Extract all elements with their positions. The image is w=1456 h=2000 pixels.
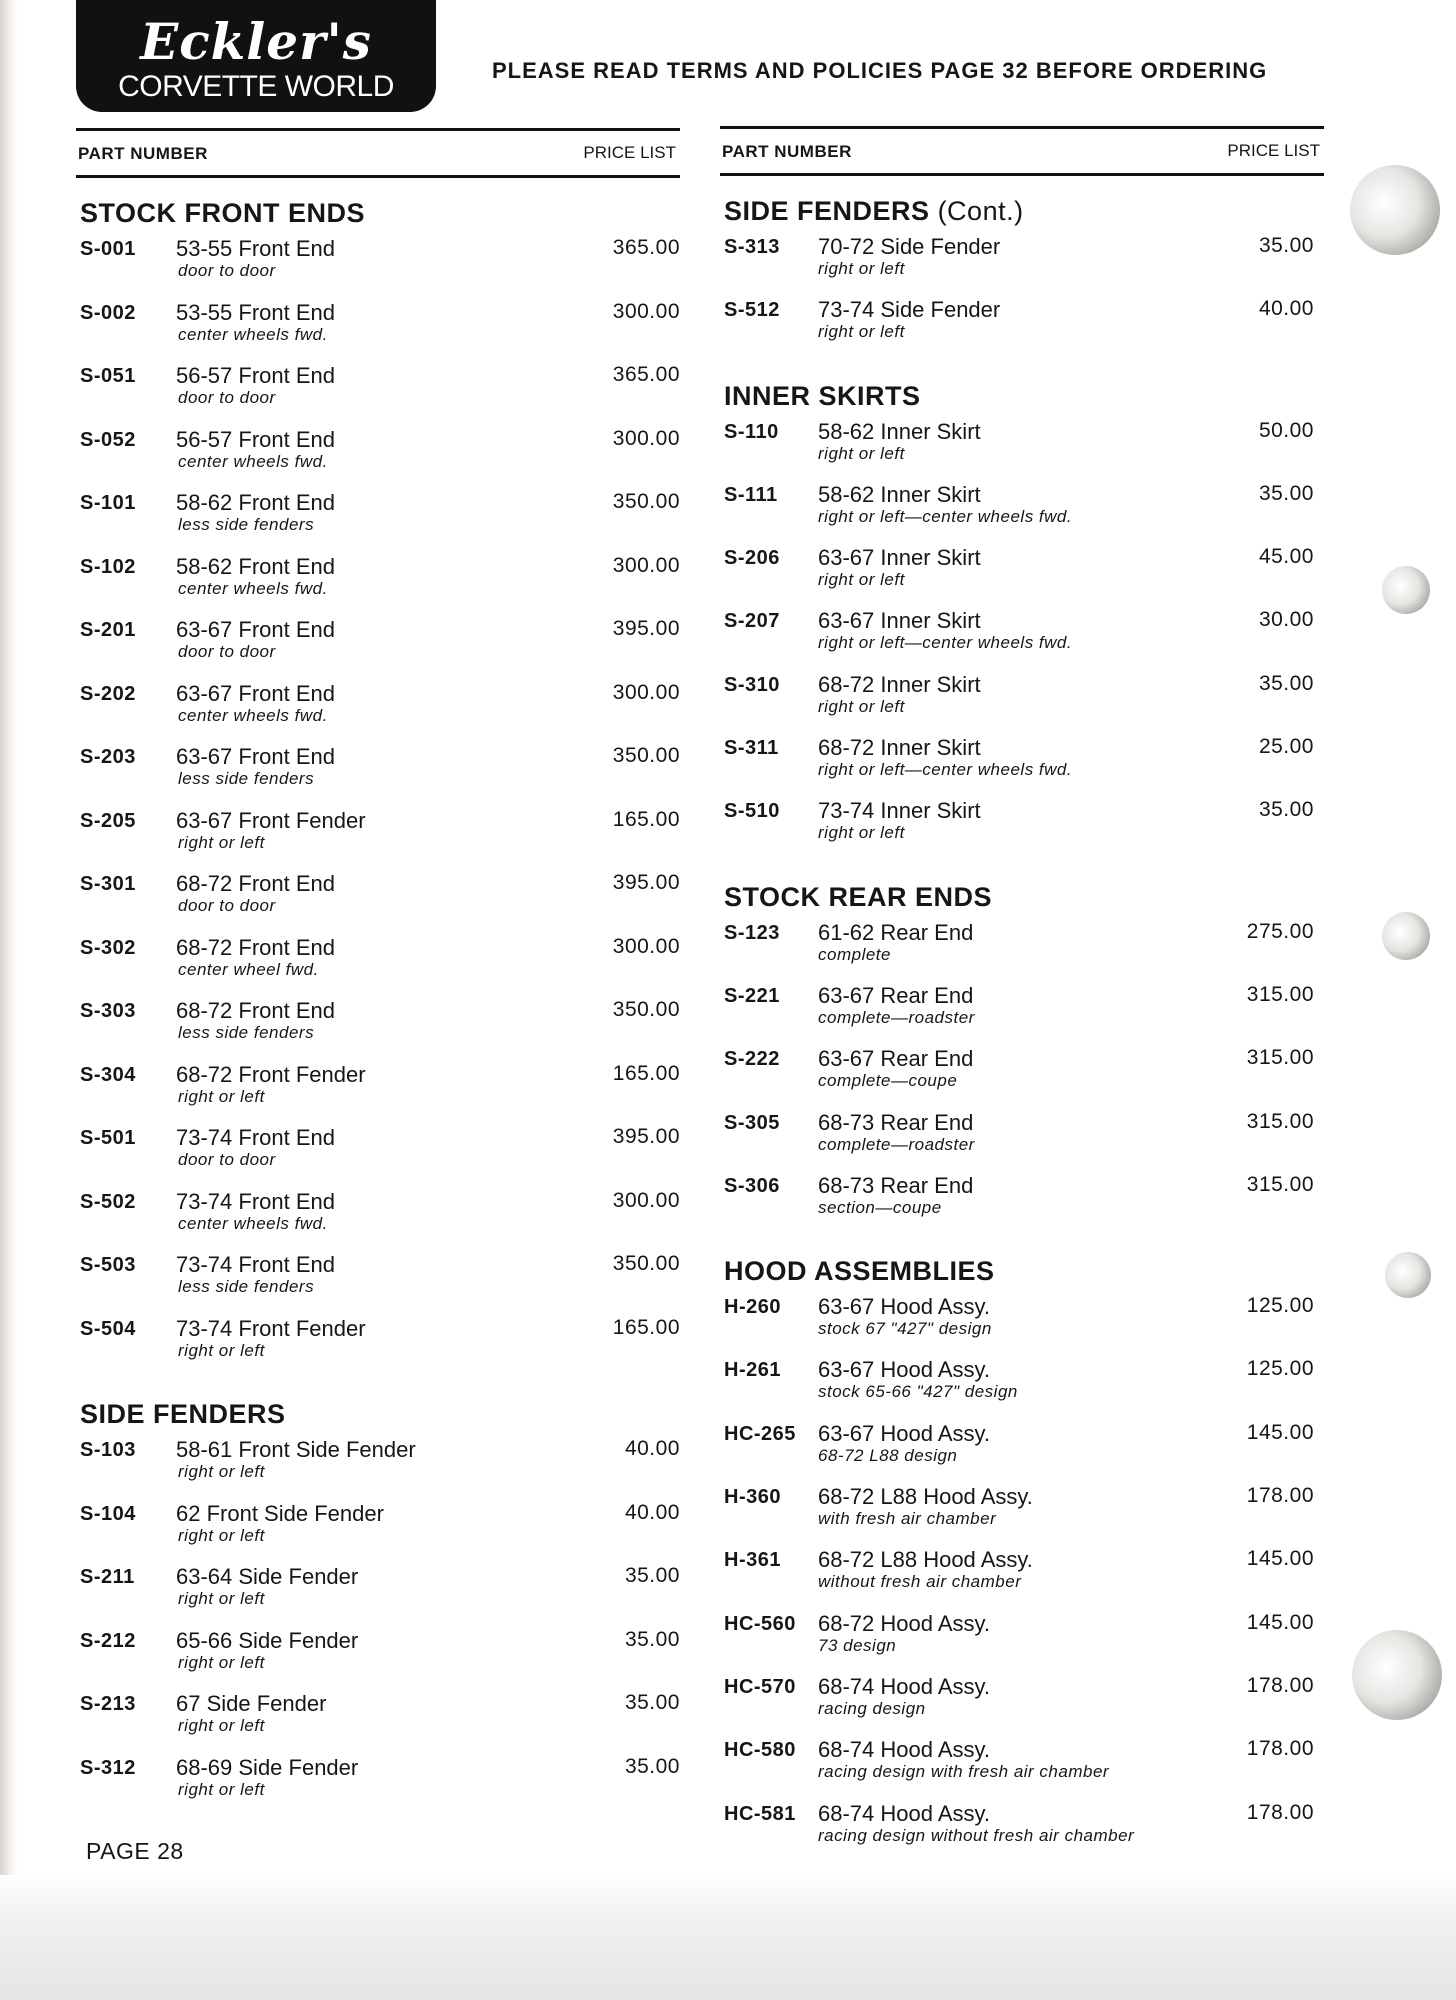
- section-title: [724, 196, 1324, 228]
- part-number: S-205: [80, 809, 136, 832]
- part-number: S-206: [724, 547, 780, 570]
- section-title: [80, 198, 680, 230]
- part-price: 300.00: [612, 299, 680, 323]
- part-name: 63-64 Side Fender: [176, 1564, 359, 1589]
- part-detail: complete—roadster: [818, 1134, 975, 1154]
- catalog-section: [720, 882, 1324, 1236]
- part-number: H-261: [724, 1359, 781, 1382]
- part-number-header: PART NUMBER: [78, 144, 208, 163]
- part-number: S-202: [80, 682, 136, 705]
- part-detail: center wheels fwd.: [178, 324, 328, 344]
- part-price: 300.00: [612, 426, 680, 450]
- part-price: 300.00: [612, 1188, 680, 1212]
- catalog-item: [720, 1484, 1324, 1547]
- part-name: 73-74 Side Fender: [818, 297, 1001, 323]
- part-detail: complete—roadster: [818, 1007, 975, 1027]
- part-price: 178.00: [1246, 1800, 1314, 1824]
- part-number: S-001: [80, 238, 136, 260]
- left-sections: [76, 198, 680, 1818]
- part-price: 350.00: [612, 490, 680, 513]
- part-number: S-051: [80, 365, 136, 387]
- catalog-item: [720, 672, 1324, 735]
- part-number: S-201: [80, 619, 136, 641]
- part-number: S-203: [80, 746, 136, 768]
- section-title-text: INNER SKIRTS: [724, 380, 921, 411]
- page-edge-shadow: [0, 0, 18, 2000]
- catalog-section: [720, 196, 1324, 361]
- part-price: 300.00: [612, 934, 680, 958]
- catalog-item: [720, 1547, 1324, 1610]
- part-detail: right or left: [178, 1340, 265, 1360]
- catalog-item: [76, 1564, 680, 1628]
- part-name: 58-62 Front End: [176, 490, 335, 515]
- part-price: 35.00: [1258, 798, 1314, 822]
- part-price: 165.00: [612, 807, 680, 831]
- catalog-item: [76, 1501, 680, 1565]
- section-title: [724, 882, 1324, 914]
- catalog-item: [720, 297, 1324, 360]
- part-name: 63-67 Hood Assy.: [818, 1294, 991, 1320]
- part-number: HC-570: [724, 1675, 796, 1698]
- logo-subtitle: CORVETTE WORLD: [118, 70, 394, 103]
- part-name: 70-72 Side Fender: [818, 234, 1001, 259]
- part-detail: right or left: [818, 259, 905, 278]
- catalog-item: [76, 1628, 680, 1692]
- part-price: 395.00: [612, 1125, 680, 1148]
- catalog-item: [720, 1737, 1324, 1800]
- part-number: S-311: [724, 737, 779, 760]
- ordering-notice: PLEASE READ TERMS AND POLICIES PAGE 32 BEFORE ORDERING: [492, 58, 1268, 83]
- binder-hole: [1385, 1252, 1431, 1298]
- part-detail: right or left: [178, 1086, 265, 1106]
- part-number: S-503: [80, 1254, 136, 1276]
- part-price: 165.00: [612, 1061, 680, 1085]
- price-list-header: PRICE LIST: [1227, 141, 1320, 160]
- part-detail: right or left: [818, 570, 905, 590]
- part-detail: right or left: [178, 1652, 265, 1672]
- right-column: [720, 126, 1324, 1864]
- part-price: 350.00: [612, 744, 680, 767]
- part-name: 62 Front Side Fender: [176, 1500, 384, 1526]
- catalog-item: [76, 490, 680, 554]
- catalog-item: [720, 1046, 1324, 1109]
- part-name: 65-66 Side Fender: [176, 1627, 359, 1653]
- part-number: S-502: [80, 1190, 136, 1213]
- catalog-item: [76, 363, 680, 427]
- catalog-item: [720, 608, 1324, 671]
- catalog-item: [720, 1357, 1324, 1420]
- part-detail: door to door: [178, 261, 276, 280]
- part-name: 58-62 Inner Skirt: [818, 418, 981, 444]
- catalog-item: [76, 236, 680, 300]
- part-detail: 73 design: [818, 1635, 897, 1655]
- part-detail: right or left—center wheels fwd.: [818, 633, 1073, 653]
- part-detail: right or left: [818, 322, 905, 342]
- part-number: S-504: [80, 1317, 136, 1340]
- part-price: 40.00: [624, 1500, 680, 1524]
- part-price: 35.00: [1258, 234, 1314, 257]
- logo-script-text: Eckler's: [140, 12, 372, 71]
- part-price: 315.00: [1246, 1109, 1314, 1133]
- part-price: 35.00: [624, 1691, 680, 1714]
- part-number: S-110: [724, 420, 779, 443]
- part-number: S-111: [724, 483, 778, 506]
- part-price: 300.00: [612, 680, 680, 704]
- catalog-item: [720, 1611, 1324, 1674]
- part-price: 145.00: [1246, 1610, 1314, 1634]
- part-price: 45.00: [1258, 545, 1314, 569]
- part-price: 315.00: [1246, 1172, 1314, 1196]
- part-price: 50.00: [1258, 418, 1314, 442]
- part-detail: center wheels fwd.: [178, 578, 328, 598]
- part-detail: racing design with fresh air chamber: [818, 1762, 1110, 1782]
- part-detail: door to door: [178, 388, 276, 407]
- section-title-text: SIDE FENDERS: [80, 1399, 286, 1429]
- catalog-item: [76, 744, 680, 808]
- page-bottom-margin: [0, 1875, 1456, 2000]
- part-number: S-103: [80, 1439, 136, 1461]
- part-detail: complete—coupe: [818, 1071, 958, 1091]
- part-name: 53-55 Front End: [176, 236, 335, 261]
- catalog-item: [720, 1801, 1324, 1864]
- part-detail: door to door: [178, 642, 276, 661]
- part-price: 275.00: [1246, 919, 1314, 943]
- page-number: PAGE 28: [86, 1838, 184, 1864]
- catalog-item: [720, 234, 1324, 297]
- part-number: S-123: [724, 921, 780, 944]
- catalog-item: [76, 1252, 680, 1316]
- catalog-item: [76, 1062, 680, 1126]
- part-price: 315.00: [1246, 982, 1314, 1006]
- section-title-text: HOOD ASSEMBLIES: [724, 1256, 995, 1287]
- part-name: 58-62 Inner Skirt: [818, 481, 981, 507]
- part-name: 63-67 Rear End: [818, 1046, 974, 1072]
- part-name: 63-67 Front End: [176, 617, 335, 642]
- part-number: S-306: [724, 1174, 780, 1197]
- part-price: 395.00: [612, 871, 680, 894]
- catalog-item: [720, 1674, 1324, 1737]
- part-detail: right or left: [178, 1525, 265, 1545]
- part-price: 365.00: [612, 236, 680, 259]
- part-name: 63-67 Front Fender: [176, 807, 366, 833]
- part-number: S-312: [80, 1756, 136, 1779]
- catalog-item: [720, 920, 1324, 983]
- catalog-item: [76, 554, 680, 618]
- catalog-item: [76, 1755, 680, 1819]
- catalog-item: [76, 681, 680, 745]
- part-name: 67 Side Fender: [176, 1691, 327, 1716]
- part-name: 68-74 Hood Assy.: [818, 1673, 991, 1699]
- part-number: H-361: [724, 1549, 781, 1572]
- part-name: 68-72 Front End: [176, 871, 335, 896]
- part-price: 125.00: [1246, 1294, 1314, 1318]
- part-detail: 68-72 L88 design: [818, 1445, 958, 1465]
- part-price: 145.00: [1246, 1547, 1314, 1571]
- part-name: 73-74 Inner Skirt: [818, 798, 981, 824]
- catalog-section: [76, 1399, 680, 1818]
- part-detail: center wheel fwd.: [178, 959, 319, 979]
- part-price: 350.00: [612, 1252, 680, 1275]
- part-detail: door to door: [178, 1150, 276, 1169]
- catalog-item: [720, 798, 1324, 861]
- catalog-section: [720, 381, 1324, 862]
- part-number: S-222: [724, 1048, 780, 1071]
- part-number: S-305: [724, 1111, 780, 1134]
- part-name: 68-72 Front End: [176, 998, 335, 1023]
- part-price: 35.00: [1258, 671, 1314, 695]
- part-number: HC-581: [724, 1802, 796, 1825]
- part-price: 365.00: [612, 363, 680, 386]
- part-name: 68-69 Side Fender: [176, 1754, 359, 1780]
- part-detail: less side fenders: [178, 515, 315, 534]
- part-price: 40.00: [624, 1437, 680, 1460]
- section-title-text: SIDE FENDERS: [724, 196, 930, 226]
- part-number: HC-580: [724, 1739, 796, 1762]
- part-price: 35.00: [624, 1564, 680, 1587]
- part-detail: right or left: [178, 1462, 265, 1481]
- part-detail: center wheels fwd.: [178, 1213, 328, 1233]
- right-sections: [720, 196, 1324, 1864]
- part-name: 73-74 Front End: [176, 1252, 335, 1277]
- part-name: 68-72 Front Fender: [176, 1061, 366, 1087]
- part-number: H-260: [724, 1296, 781, 1319]
- part-detail: less side fenders: [178, 1023, 315, 1042]
- part-name: 68-73 Rear End: [818, 1109, 974, 1135]
- binder-hole: [1382, 912, 1430, 960]
- column-header: [76, 128, 680, 178]
- part-number: S-303: [80, 1000, 136, 1022]
- part-number: S-512: [724, 299, 780, 322]
- part-name: 63-67 Rear End: [818, 982, 974, 1008]
- part-number: S-104: [80, 1502, 136, 1525]
- part-number: S-501: [80, 1127, 136, 1149]
- part-detail: right or left—center wheels fwd.: [818, 506, 1073, 526]
- part-price: 125.00: [1246, 1357, 1314, 1381]
- part-detail: section—coupe: [818, 1197, 942, 1217]
- part-number: S-052: [80, 428, 136, 451]
- part-detail: right or left: [178, 832, 265, 852]
- part-price: 30.00: [1258, 608, 1314, 632]
- part-price: 178.00: [1246, 1737, 1314, 1761]
- part-number: S-212: [80, 1629, 136, 1652]
- part-price: 300.00: [612, 553, 680, 577]
- catalog-item: [720, 545, 1324, 608]
- catalog-item: [76, 998, 680, 1062]
- part-number: S-207: [724, 610, 780, 633]
- part-price: 35.00: [624, 1754, 680, 1778]
- section-title: [724, 1256, 1324, 1288]
- part-detail: right or left: [178, 1589, 265, 1608]
- part-price: 35.00: [624, 1627, 680, 1651]
- catalog-item: [76, 871, 680, 935]
- catalog-item: [76, 1437, 680, 1501]
- part-name: 68-72 Hood Assy.: [818, 1610, 991, 1636]
- section-title: [80, 1399, 680, 1431]
- part-detail: right or left—center wheels fwd.: [818, 760, 1073, 780]
- catalog-item: [76, 1691, 680, 1755]
- part-name: 56-57 Front End: [176, 363, 335, 388]
- part-name: 68-72 Inner Skirt: [818, 671, 981, 697]
- part-name: 68-72 Front End: [176, 934, 335, 960]
- part-price: 178.00: [1246, 1673, 1314, 1697]
- part-price: 165.00: [612, 1315, 680, 1339]
- section-title-text: STOCK FRONT ENDS: [80, 198, 366, 228]
- section-title: [724, 381, 1324, 413]
- catalog-item: [720, 735, 1324, 798]
- part-detail: racing design without fresh air chamber: [818, 1825, 1135, 1845]
- part-name: 63-67 Front End: [176, 744, 335, 769]
- part-name: 63-67 Inner Skirt: [818, 608, 981, 634]
- part-detail: stock 65-66 "427" design: [818, 1382, 1018, 1402]
- part-detail: right or left: [818, 443, 905, 463]
- part-number: S-310: [724, 673, 780, 696]
- part-number: S-102: [80, 555, 136, 578]
- catalog-item: [720, 482, 1324, 545]
- part-name: 68-74 Hood Assy.: [818, 1800, 991, 1826]
- part-number: S-304: [80, 1063, 136, 1086]
- part-number: H-360: [724, 1486, 781, 1509]
- part-name: 68-74 Hood Assy.: [818, 1737, 991, 1763]
- part-name: 63-67 Hood Assy.: [818, 1357, 991, 1383]
- part-price: 145.00: [1246, 1420, 1314, 1444]
- left-column: [76, 128, 680, 1818]
- part-name: 58-62 Front End: [176, 553, 335, 579]
- ecklers-logo: [76, 0, 436, 112]
- part-number: S-510: [724, 800, 780, 823]
- catalog-item: [720, 419, 1324, 482]
- part-name: 61-62 Rear End: [818, 919, 974, 945]
- part-number: S-213: [80, 1693, 136, 1715]
- column-header: [720, 126, 1324, 176]
- section-title-suffix: (Cont.): [937, 196, 1024, 226]
- part-name: 68-72 L88 Hood Assy.: [818, 1547, 1033, 1573]
- catalog-item: [720, 1294, 1324, 1357]
- catalog-section: [76, 198, 680, 1379]
- part-name: 73-74 Front End: [176, 1125, 335, 1150]
- part-name: 63-67 Inner Skirt: [818, 545, 981, 571]
- part-number: HC-265: [724, 1422, 796, 1445]
- catalog-item: [76, 935, 680, 999]
- part-detail: right or left: [818, 696, 905, 716]
- part-detail: complete: [818, 944, 891, 964]
- part-detail: stock 67 "427" design: [818, 1319, 992, 1339]
- part-number: S-301: [80, 873, 136, 895]
- catalog-item: [76, 1316, 680, 1380]
- part-detail: right or left: [178, 1779, 265, 1799]
- part-name: 73-74 Front Fender: [176, 1315, 366, 1341]
- part-detail: right or left: [178, 1716, 265, 1735]
- catalog-item: [76, 427, 680, 491]
- part-detail: door to door: [178, 896, 276, 915]
- part-number: S-211: [80, 1566, 135, 1588]
- part-price: 25.00: [1258, 735, 1314, 759]
- part-detail: right or left: [818, 823, 905, 843]
- part-number-header: PART NUMBER: [722, 142, 852, 161]
- part-detail: less side fenders: [178, 769, 315, 788]
- part-number: S-101: [80, 492, 136, 514]
- binder-hole: [1352, 1630, 1442, 1720]
- part-number: S-002: [80, 301, 136, 324]
- catalog-item: [76, 617, 680, 681]
- part-name: 68-73 Rear End: [818, 1172, 974, 1198]
- catalog-item: [76, 1125, 680, 1189]
- part-price: 178.00: [1246, 1484, 1314, 1508]
- part-price: 350.00: [612, 998, 680, 1021]
- part-number: S-221: [724, 984, 780, 1007]
- part-detail: with fresh air chamber: [818, 1509, 997, 1529]
- part-price: 395.00: [612, 617, 680, 640]
- part-name: 68-72 L88 Hood Assy.: [818, 1484, 1033, 1510]
- binder-hole: [1350, 165, 1440, 255]
- part-name: 63-67 Hood Assy.: [818, 1420, 991, 1446]
- part-detail: center wheels fwd.: [178, 451, 328, 471]
- section-title-text: STOCK REAR ENDS: [724, 881, 993, 912]
- part-number: S-313: [724, 236, 780, 258]
- part-name: 56-57 Front End: [176, 426, 335, 452]
- catalog-item: [76, 808, 680, 872]
- catalog-section: [720, 1256, 1324, 1864]
- catalog-item: [720, 1421, 1324, 1484]
- catalog-item: [720, 1110, 1324, 1173]
- part-number: S-302: [80, 936, 136, 959]
- part-detail: center wheels fwd.: [178, 705, 328, 725]
- catalog-item: [720, 1173, 1324, 1236]
- part-price: 35.00: [1258, 481, 1314, 505]
- part-detail: without fresh air chamber: [818, 1572, 1022, 1592]
- binder-hole: [1382, 566, 1430, 614]
- part-name: 63-67 Front End: [176, 680, 335, 706]
- part-detail: less side fenders: [178, 1277, 315, 1296]
- part-name: 68-72 Inner Skirt: [818, 735, 981, 761]
- part-name: 58-61 Front Side Fender: [176, 1437, 416, 1462]
- part-detail: racing design: [818, 1698, 926, 1718]
- catalog-item: [76, 300, 680, 364]
- catalog-item: [76, 1189, 680, 1253]
- part-price: 40.00: [1258, 297, 1314, 321]
- price-list-header: PRICE LIST: [583, 143, 676, 162]
- part-number: HC-560: [724, 1612, 796, 1635]
- part-name: 53-55 Front End: [176, 299, 335, 325]
- catalog-item: [720, 983, 1324, 1046]
- part-name: 73-74 Front End: [176, 1188, 335, 1214]
- part-price: 315.00: [1246, 1046, 1314, 1070]
